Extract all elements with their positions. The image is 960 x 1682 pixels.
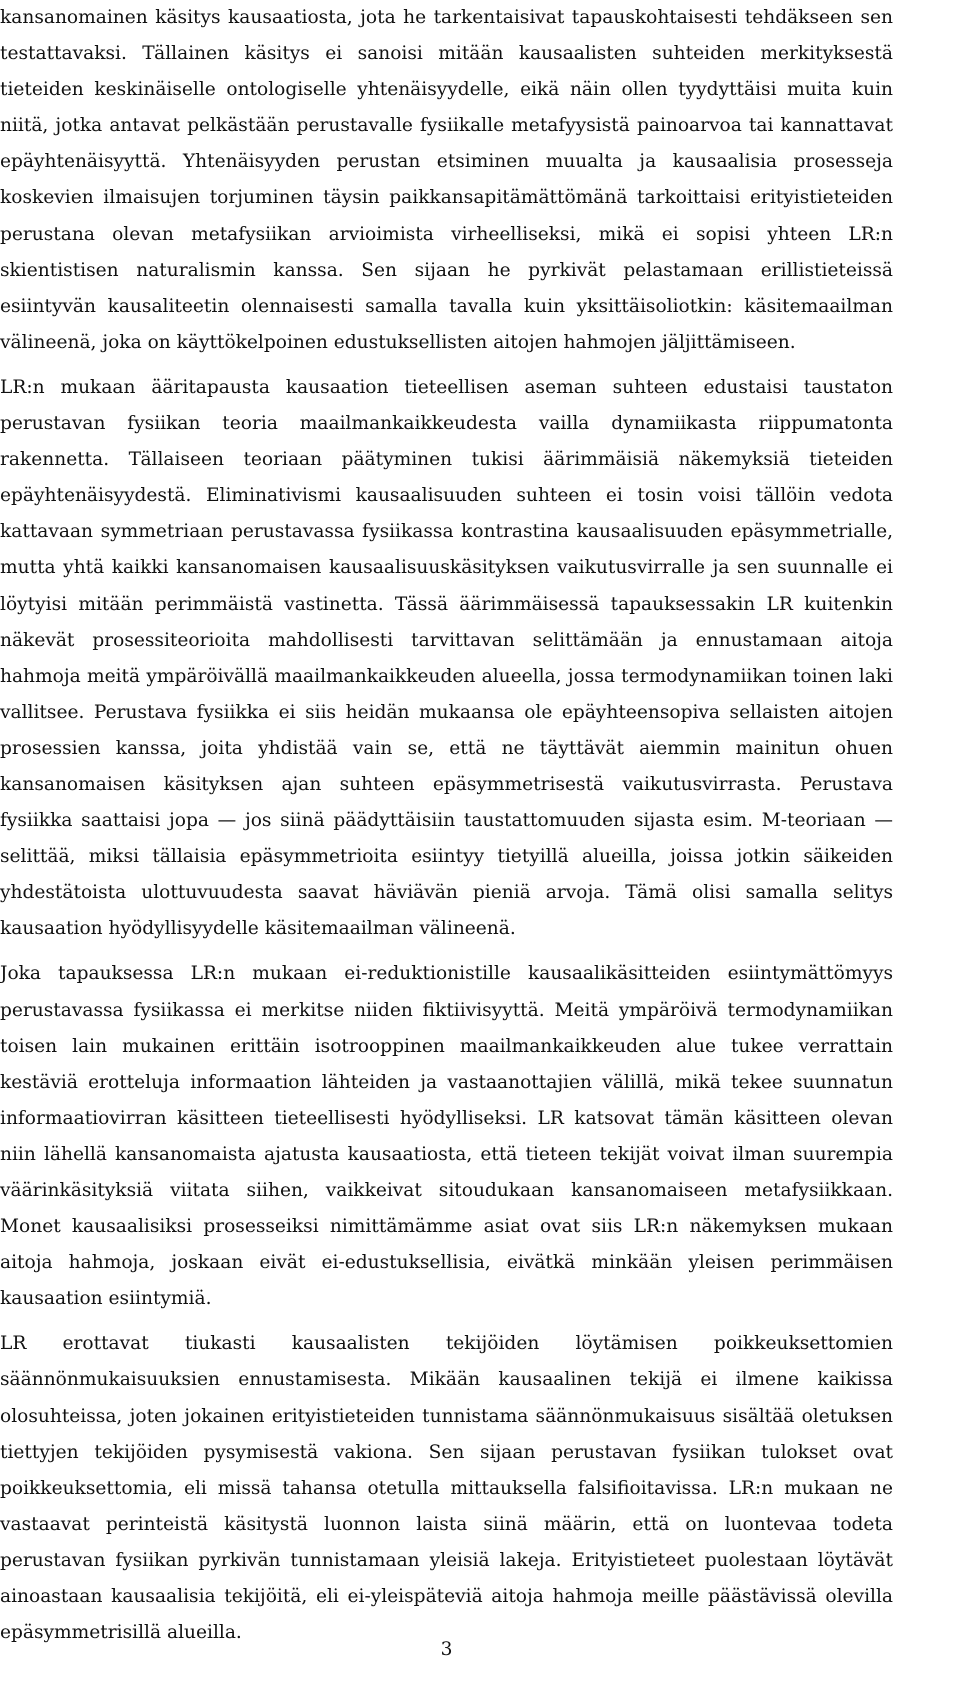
- paragraph-4: LR erottavat tiukasti kausaalisten tekijöiden löytämisen poikkeuksettomien säännönmukaisuuksien ennustamisesta. Mikään kausaalinen tekijä ei ilmene kaikissa olosuhteissa, joten jokainen erityistieteiden tunnistama säännönmukaisuus sisältää oletuksen tiettyjen tekijöiden pysymisestä vakiona. Sen sijaan perustavan fysiikan tulokset ovat poikkeuksettomia, eli missä tahansa otetulla mittauksella falsifioitavissa. LR:n mukaan ne vastaavat perinteistä käsitystä luonnon laista siinä määrin, että on luontevaa todeta perustavan fysiikan pyrkivän tunnistamaan yleisiä lakeja. Erityistieteet puolestaan löytävät ainoastaan kausaalisia tekijöitä, eli ei-yleispäteviä aitoja hahmoja meille päästävissä olevilla epäsymmetrisillä alueilla.: [0, 1333, 893, 1644]
- paragraph-3: Joka tapauksessa LR:n mukaan ei-reduktionistille kausaalikäsitteiden esiintymättömyys perustavassa fysiikassa ei merkitse niiden fiktiivisyyttä. Meitä ympäröivä termodynamiikan toisen lain mukainen erittäin isotrooppinen maailmankaikkeuden alue tukee verrattain kestäviä erotteluja informaation lähteiden ja vastaanottajien välillä, mikä tekee suunnatun informaatiovirran käsitteen tieteellisesti hyödylliseksi. LR katsovat tämän käsitteen olevan niin lähellä kansanomaista ajatusta kausaatiosta, että tieteen tekijät voivat ilman suurempia väärinkäsityksiä viitata siihen, vaikkeivat sitoudukaan kansanomaiseen metafysiikkaan. Monet kausaalisiksi prosesseiksi nimittämämme asiat ovat siis LR:n näkemyksen mukaan aitoja hahmoja, joskaan eivät ei-edustuksellisia, eivätkä minkään yleisen perimmäisen kausaation esiintymiä.: [0, 963, 893, 1310]
- paragraph-1: kansanomainen käsitys kausaatiosta, jota he tarkentaisivat tapauskohtaisesti tehdäkseen sen testattavaksi. Tällainen käsitys ei sanoisi mitään kausaalisten suhteiden merkityksestä tieteiden keskinäiselle ontologiselle yhtenäisyydelle, eikä näin ollen tyydyttäisi muita kuin niitä, jotka antavat pelkästään perustavalle fysiikalle metafyysistä painoarvoa tai kannattavat epäyhtenäisyyttä. Yhtenäisyyden perustan etsiminen muualta ja kausaalisia prosesseja koskevien ilmaisujen torjuminen täysin paikkansapitämättömänä tarkoittaisi erityistieteiden perustana olevan metafysiikan arvioimista virheelliseksi, mikä ei sopisi yhteen LR:n skientistisen naturalismin kanssa. Sen sijaan he pyrkivät pelastamaan erillistieteissä esiintyvän kausaliteetin olennaisesti samalla tavalla kuin yksittäisoliotkin: käsitemaailman välineenä, joka on käyttökelpoinen edustuksellisten aitojen hahmojen jäljittämiseen.: [0, 7, 893, 353]
- paragraph-2: LR:n mukaan ääritapausta kausaation tieteellisen aseman suhteen edustaisi taustaton perustavan fysiikan teoria maailmankaikkeudesta vailla dynamiikasta riippumatonta rakennetta. Tällaiseen teoriaan päätyminen tukisi äärimmäisiä näkemyksiä tieteiden epäyhtenäisyydestä. Eliminativismi kausaalisuuden suhteen ei tosin voisi tällöin vedota kattavaan symmetriaan perustavassa fysiikassa kontrastina kausaalisuuden epäsymmetrialle, mutta yhtä kaikki kansanomaisen kausaalisuuskäsityksen vaikutusvirralle ja sen suunnalle ei löytyisi mitään perimmäistä vastinetta. Tässä äärimmäisessä tapauksessakin LR kuitenkin näkevät prosessiteorioita mahdollisesti tarvittavan selittämään ja ennustamaan aitoja hahmoja meitä ympäröivällä maailmankaikkeuden alueella, jossa termodynamiikan toinen laki vallitsee. Perustava fysiikka ei siis heidän mukaansa ole epäyhteensopiva sellaisten aitojen prosessien kanssa, joita yhdistää vain se, että ne täyttävät aiemmin mainitun ohuen kansanomaisen käsityksen ajan suhteen epäsymmetrisestä vaikutusvirrasta. Perustava fysiikka saattaisi jopa — jos siinä päädyttäisiin taustattomuuden sijasta esim. M-teoriaan — selittää, miksi tällaisia epäsymmetrioita esiintyy tietyillä alueilla, joissa jotkin säikeiden yhdestätoista ulottuvuudesta saavat häviävän pieniä arvoja. Tämä olisi samalla selitys kausaation hyödyllisyydelle käsitemaailman välineenä.: [0, 376, 893, 940]
- page-number: 3: [440, 1639, 453, 1660]
